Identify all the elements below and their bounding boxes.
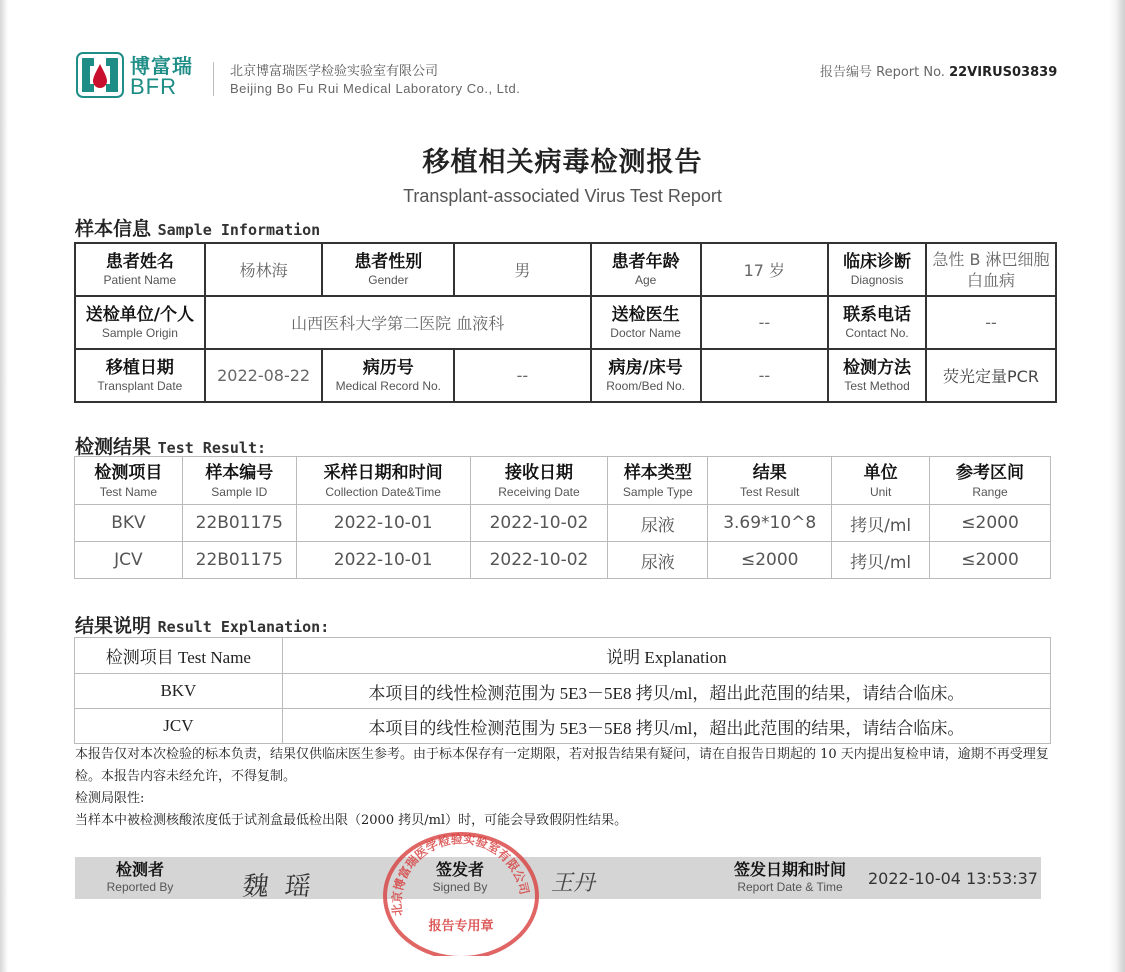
test-result-cell: 3.69*10^8 (708, 505, 832, 542)
table-row (75, 674, 1051, 709)
test-result-heading (75, 432, 266, 459)
test-name-cell: JCV (75, 542, 183, 579)
transplant-date-value: 2022-08-22 (205, 349, 323, 402)
explanation-text-cell: 本项目的线性检测范围为 5E3－5E8 拷贝/ml，超出此范围的结果，请结合临床。 (282, 674, 1050, 709)
report-number-value: 22VIRUS03839 (949, 65, 1058, 80)
explanation-test-cell: BKV (75, 674, 283, 709)
sample-info-table (74, 242, 1057, 403)
contact-label: 联系电话 Contact No. (828, 296, 926, 349)
test-result-heading-en: Test Result: (157, 439, 267, 457)
column-header: 参考区间 Range (930, 457, 1051, 505)
test-method-label: 检测方法 Test Method (828, 349, 926, 402)
column-header: 样本类型 Sample Type (608, 457, 708, 505)
collection-date-cell: 2022-10-01 (296, 505, 470, 542)
test-result-heading-cn: 检测结果 (75, 436, 152, 458)
unit-cell: 拷贝/ml (832, 542, 930, 579)
seal-label: 报告专用章 (428, 919, 494, 934)
sample-type-cell: 尿液 (608, 542, 708, 579)
explanation-col-test: 检测项目 Test Name (75, 638, 283, 674)
room-bed-value: -- (701, 349, 829, 402)
reporter-label: 检测者 Reported By (106, 860, 174, 894)
doctor-value: -- (701, 296, 829, 349)
column-header: 单位 Unit (832, 457, 930, 505)
patient-name-label: 患者姓名 Patient Name (75, 243, 205, 296)
gender-label: 患者性别 Gender (322, 243, 454, 296)
age-value: 17 岁 (701, 243, 829, 296)
column-header: 检测项目 Test Name (75, 457, 183, 505)
result-header-row (75, 457, 1051, 505)
test-result-table (74, 456, 1051, 579)
explanation-test-cell: JCV (75, 709, 283, 744)
medical-record-label: 病历号 Medical Record No. (322, 349, 454, 402)
explanation-heading (75, 611, 329, 638)
sample-info-heading-cn: 样本信息 (75, 218, 152, 240)
sample-origin-value: 山西医科大学第二医院 血液科 (205, 296, 591, 349)
age-label: 患者年龄 Age (591, 243, 701, 296)
report-date-value: 2022-10-04 13:53:37 (868, 869, 1038, 888)
explanation-col-explain: 说明 Explanation (282, 638, 1050, 674)
room-bed-label: 病房/床号 Room/Bed No. (591, 349, 701, 402)
disclaimer-text: 本报告仅对本次检验的标本负责，结果仅供临床医生参考。由于标本保存有一定期限，若对报告结果有疑问，请在自报告日期起的 10 天内提出复检申请，逾期不再受理复检。本报告内容未经允许，不得复制。 (75, 747, 1049, 784)
column-header: 样本编号 Sample ID (182, 457, 296, 505)
explanation-text-cell: 本项目的线性检测范围为 5E3－5E8 拷贝/ml，超出此范围的结果，请结合临床。 (282, 709, 1050, 744)
test-name-cell: BKV (75, 505, 183, 542)
gender-value: 男 (454, 243, 591, 296)
test-result-cell: ≤2000 (708, 542, 832, 579)
report-title-english: Transplant-associated Virus Test Report (403, 186, 722, 206)
sample-id-cell: 22B01175 (182, 542, 296, 579)
sample-info-heading (75, 214, 320, 241)
explanation-header-row (75, 638, 1051, 674)
report-number (820, 61, 1057, 80)
report-number-label: 报告编号 Report No. (820, 65, 945, 80)
collection-date-cell: 2022-10-01 (296, 542, 470, 579)
report-title-chinese: 移植相关病毒检测报告 (422, 147, 703, 178)
column-header: 采样日期和时间 Collection Date&Time (296, 457, 470, 505)
doctor-label: 送检医生 Doctor Name (591, 296, 701, 349)
table-row (75, 709, 1051, 744)
seal-ring-text: 北京博富瑞医学检验实验室有限公司 (389, 832, 532, 917)
medical-record-value: -- (454, 349, 591, 402)
unit-cell: 拷贝/ml (832, 505, 930, 542)
sample-info-heading-en: Sample Information (157, 221, 321, 239)
report-notes (75, 744, 1060, 832)
explanation-table (74, 637, 1051, 744)
receiving-date-cell: 2022-10-02 (470, 505, 608, 542)
patient-name-value: 杨林海 (205, 243, 323, 296)
bfr-logo-icon (76, 52, 124, 98)
report-date-label: 签发日期和时间 Report Date & Time (733, 860, 846, 894)
limitation-title: 检测局限性: (75, 791, 145, 806)
test-method-value: 荧光定量PCR (926, 349, 1056, 402)
sample-origin-label: 送检单位/个人 Sample Origin (75, 296, 205, 349)
explanation-heading-cn: 结果说明 (75, 615, 152, 637)
sample-id-cell: 22B01175 (182, 505, 296, 542)
range-cell: ≤2000 (930, 505, 1051, 542)
diagnosis-value: 急性 B 淋巴细胞 白血病 (926, 243, 1056, 296)
sample-type-cell: 尿液 (608, 505, 708, 542)
lab-name-english: Beijing Bo Fu Rui Medical Laboratory Co., Ltd. (230, 81, 521, 96)
contact-value: -- (926, 296, 1056, 349)
table-row (75, 505, 1051, 542)
table-row (75, 542, 1051, 579)
range-cell: ≤2000 (930, 542, 1051, 579)
receiving-date-cell: 2022-10-02 (470, 542, 608, 579)
limitation-text: 当样本中被检测核酸浓度低于试剂盒最低检出限（2000 拷贝/ml）时，可能会导致假阴性结果。 (75, 813, 628, 828)
column-header: 接收日期 Receiving Date (470, 457, 608, 505)
signer-signature: 王丹 (549, 871, 600, 896)
diagnosis-label: 临床诊断 Diagnosis (828, 243, 926, 296)
header-divider (213, 62, 214, 96)
transplant-date-label: 移植日期 Transplant Date (75, 349, 205, 402)
reporter-signature: 魏瑶 (241, 872, 329, 902)
logo-english-name: BFR (130, 74, 177, 99)
signer-label: 签发者 Signed By (432, 860, 488, 894)
explanation-heading-en: Result Explanation: (157, 618, 330, 636)
column-header: 结果 Test Result (708, 457, 832, 505)
lab-name-chinese: 北京博富瑞医学检验实验室有限公司 (230, 64, 439, 79)
logo-chinese-name: 博富瑞 (130, 54, 193, 78)
